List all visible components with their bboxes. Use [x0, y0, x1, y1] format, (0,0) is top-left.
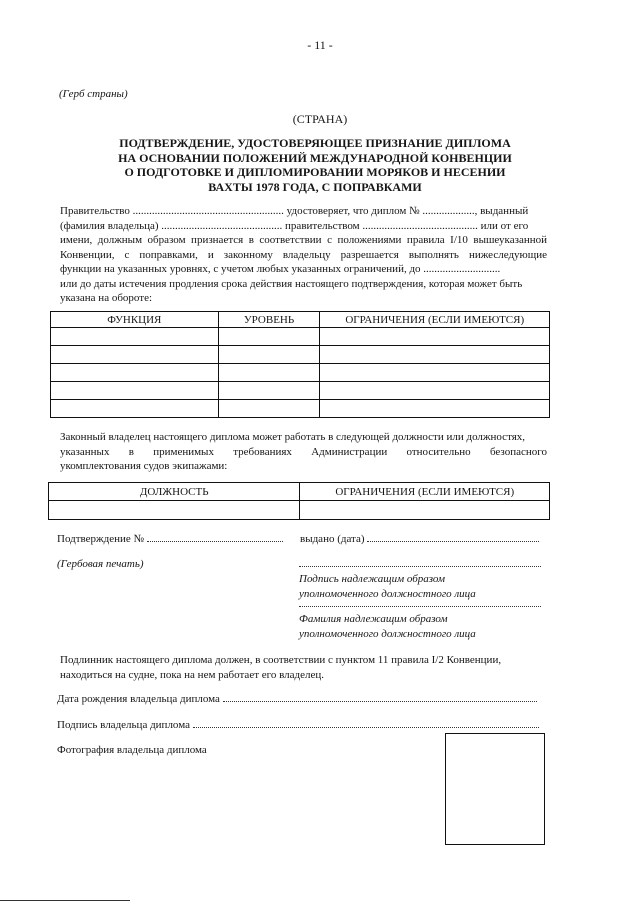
table-cell [320, 400, 550, 418]
table-cell [51, 364, 219, 382]
note-line: находиться на судне, пока на нем работает его владелец. [60, 668, 325, 681]
dotted-fill [147, 532, 283, 542]
original-note-paragraph [60, 653, 550, 682]
table-cell [218, 382, 320, 400]
issued-date-line [300, 532, 539, 545]
name-line [299, 606, 541, 607]
table-cell [320, 346, 550, 364]
intro-line: функции на указанных уровнях, с учетом любых указанных ограничений, до ............................ [60, 263, 501, 275]
holder-line: Законный владелец настоящего диплома может работать в следующей должности или должностях, [60, 431, 526, 443]
title-line: О ПОДГОТОВКЕ И ДИПЛОМИРОВАНИИ МОРЯКОВ И НЕСЕНИИ [124, 165, 506, 179]
page-number: - 11 - [307, 38, 333, 52]
table-cell [320, 382, 550, 400]
table-cell [51, 382, 219, 400]
endorsement-number-label: Подтверждение № [57, 533, 145, 545]
column-header-position: ДОЛЖНОСТЬ [49, 483, 300, 501]
birth-date-label: Дата рождения владельца диплома [57, 693, 220, 705]
table-row [49, 501, 550, 520]
intro-line: Правительство ....................................................... удостоверяет, что диплом № ..................., выданный [60, 205, 529, 217]
dotted-fill [223, 692, 537, 702]
holder-signature-label: Подпись владельца диплома [57, 719, 190, 731]
table-cell [218, 328, 320, 346]
table-cell [300, 501, 550, 520]
holder-signature-line [57, 718, 539, 731]
issued-date-label: выдано (дата) [300, 533, 365, 545]
official-seal-placeholder: (Гербовая печать) [57, 558, 144, 570]
dotted-fill [367, 532, 539, 542]
photo-frame [445, 733, 545, 845]
caption-line: уполномоченного должностного лица [299, 627, 476, 640]
intro-line: или до даты истечения продления срока действия настоящего подтверждения, которая может быть [60, 277, 523, 290]
table-cell [218, 346, 320, 364]
column-header-limitations: ОГРАНИЧЕНИЯ (ЕСЛИ ИМЕЮТСЯ) [300, 483, 550, 501]
intro-paragraph [60, 204, 547, 306]
dotted-fill [193, 718, 539, 728]
table-cell [51, 346, 219, 364]
holder-paragraph [60, 430, 547, 474]
function-table [50, 311, 550, 418]
table-row [51, 400, 550, 418]
birth-date-line [57, 692, 537, 705]
column-header-limitations: ОГРАНИЧЕНИЯ (ЕСЛИ ИМЕЮТСЯ) [320, 312, 550, 328]
table-cell [49, 501, 300, 520]
holder-photo-label: Фотография владельца диплома [57, 744, 207, 756]
official-name-caption [299, 612, 476, 641]
intro-line: указана на обороте: [60, 292, 153, 304]
title-line: ПОДТВЕРЖДЕНИЕ, УДОСТОВЕРЯЮЩЕЕ ПРИЗНАНИЕ ДИПЛОМА [119, 136, 511, 150]
document-title [90, 136, 540, 194]
column-header-level: УРОВЕНЬ [218, 312, 320, 328]
country-placeholder: (СТРАНА) [292, 112, 348, 126]
table-cell [51, 400, 219, 418]
table-row [51, 346, 550, 364]
table-cell [218, 364, 320, 382]
intro-line: (фамилия владельца) ............................................ правительством .......................................... или от его [60, 219, 529, 232]
position-table [48, 482, 550, 520]
table-cell [320, 328, 550, 346]
endorsement-number-line [57, 532, 283, 545]
table-cell [218, 400, 320, 418]
table-row [51, 382, 550, 400]
official-signature-caption [299, 572, 476, 601]
title-line: ВАХТЫ 1978 ГОДА, С ПОПРАВКАМИ [208, 179, 422, 194]
intro-line: Конвенции, с поправками, и законному владельцу разрешается выполнять нижеследующие [60, 248, 547, 261]
table-cell [320, 364, 550, 382]
footer-rule [0, 900, 130, 901]
table-row [51, 364, 550, 382]
note-line: Подлинник настоящего диплома должен, в соответствии с пунктом 11 правила I/2 Конвенции, [60, 654, 502, 666]
title-line: НА ОСНОВАНИИ ПОЛОЖЕНИЙ МЕЖДУНАРОДНОЙ КОНВЕНЦИИ [118, 150, 512, 165]
table-cell [51, 328, 219, 346]
table-row [51, 328, 550, 346]
caption-line: Подпись надлежащим образом [299, 573, 445, 585]
coat-of-arms-placeholder: (Герб страны) [59, 88, 128, 100]
caption-line: уполномоченного должностного лица [299, 587, 476, 600]
caption-line: Фамилия надлежащим образом [299, 613, 448, 625]
intro-line: имени, должным образом признается в соответствии с положениями правила I/10 вышеуказанной [60, 234, 547, 246]
signature-line [299, 566, 541, 567]
holder-line: укомплектования судов экипажами: [60, 460, 228, 472]
holder-line: указанных в применимых требованиях Администрации относительно безопасного [60, 445, 547, 458]
column-header-function: ФУНКЦИЯ [51, 312, 219, 328]
